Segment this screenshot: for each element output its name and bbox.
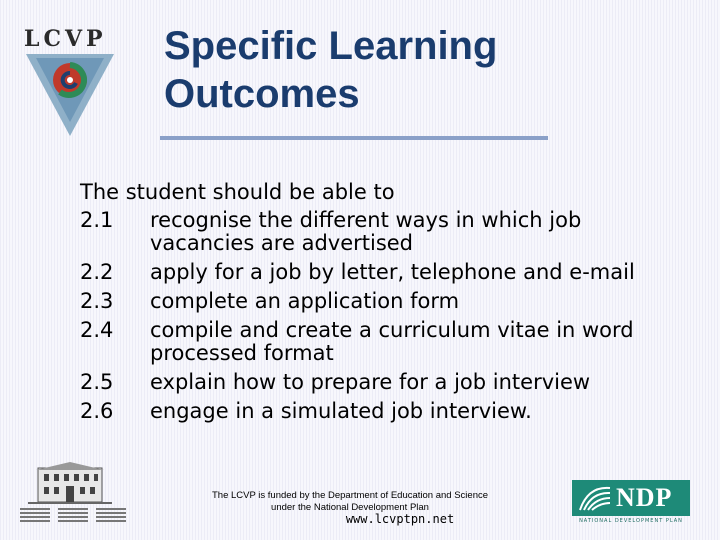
funding-line-2: under the National Development Plan: [271, 502, 429, 513]
lcvp-logo: [14, 18, 126, 142]
item-number: 2.2: [80, 260, 114, 284]
title-line-2: Outcomes: [164, 72, 360, 116]
list-item: [80, 368, 690, 397]
funding-line-1: The LCVP is funded by the Department of Education and Science: [211, 490, 489, 501]
list-item: [80, 258, 690, 287]
item-text: explain how to prepare for a job interview: [150, 370, 591, 394]
intro-text: The student should be able to: [80, 180, 395, 204]
title-underline: [160, 136, 548, 140]
ndp-logo-box: [572, 480, 690, 516]
list-item: [80, 397, 690, 426]
item-text: apply for a job by letter, telephone and e-mail: [150, 260, 635, 284]
list-item: [80, 316, 690, 368]
outcomes-list: [80, 178, 690, 426]
ndp-logo-text: NDP: [616, 483, 673, 512]
item-number: 2.1: [80, 208, 114, 232]
list-item: [80, 206, 690, 258]
ndp-logo-subtext: NATIONAL DEVELOPMENT PLAN: [579, 518, 683, 524]
funding-statement: [180, 490, 520, 514]
ndp-logo: [572, 480, 690, 528]
item-number: 2.5: [80, 370, 114, 394]
ndp-swirl-icon: [578, 484, 612, 512]
item-number: 2.3: [80, 289, 114, 313]
item-number: 2.6: [80, 399, 114, 423]
item-text: complete an application form: [150, 289, 460, 313]
department-logo: [18, 462, 130, 526]
website-url: www.lcvptpn.net: [345, 512, 455, 526]
title-line-1: Specific Learning: [164, 24, 498, 68]
logo-text: LCVP: [24, 26, 107, 52]
item-text: engage in a simulated job interview.: [150, 399, 532, 423]
item-number: 2.4: [80, 318, 114, 342]
list-item: [80, 287, 690, 316]
slide-title: [164, 22, 684, 118]
item-text: recognise the different ways in which job vacancies are advertised: [150, 208, 582, 255]
item-text: compile and create a curriculum vitae in word processed format: [150, 318, 634, 365]
building-icon: [18, 462, 130, 526]
